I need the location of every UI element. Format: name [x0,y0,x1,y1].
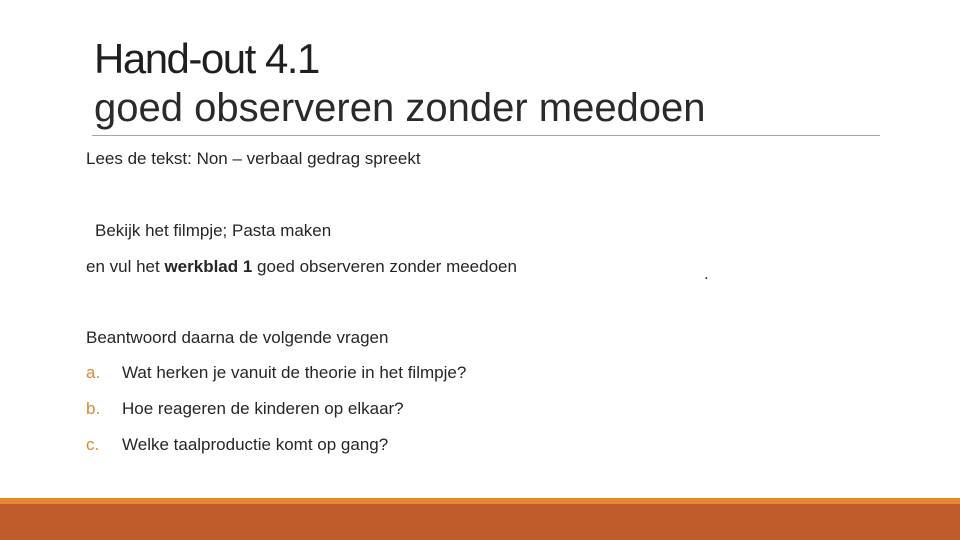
question-item [86,398,404,420]
instruction-fill-worksheet-pre: en vul het [86,257,165,276]
footer-bar [0,504,960,540]
worksheet-name: werkblad 1 [164,257,253,276]
instruction-watch-video: Bekijk het filmpje; Pasta maken [95,221,332,240]
instruction-read-text: Lees de tekst: Non – verbaal gedrag spreekt [86,149,421,168]
slide-subtitle: goed observeren zonder meedoen [94,86,706,130]
instruction-fill-worksheet-post: goed observeren zonder meedoen [252,257,517,276]
question-marker: c. [86,435,100,454]
question-text: Hoe reageren de kinderen op elkaar? [122,399,404,418]
question-item [86,362,466,384]
question-item [86,434,388,456]
question-text: Wat herken je vanuit de theorie in het filmpje? [122,363,467,382]
stray-dot: . [704,264,709,283]
slide-title: Hand-out 4.1 [94,35,319,82]
instruction-fill-worksheet [86,256,517,278]
instruction-answer-questions: Beantwoord daarna de volgende vragen [86,328,389,347]
question-text: Welke taalproductie komt op gang? [122,435,389,454]
title-divider [92,135,880,136]
question-marker: b. [86,399,101,418]
question-marker: a. [86,363,101,382]
